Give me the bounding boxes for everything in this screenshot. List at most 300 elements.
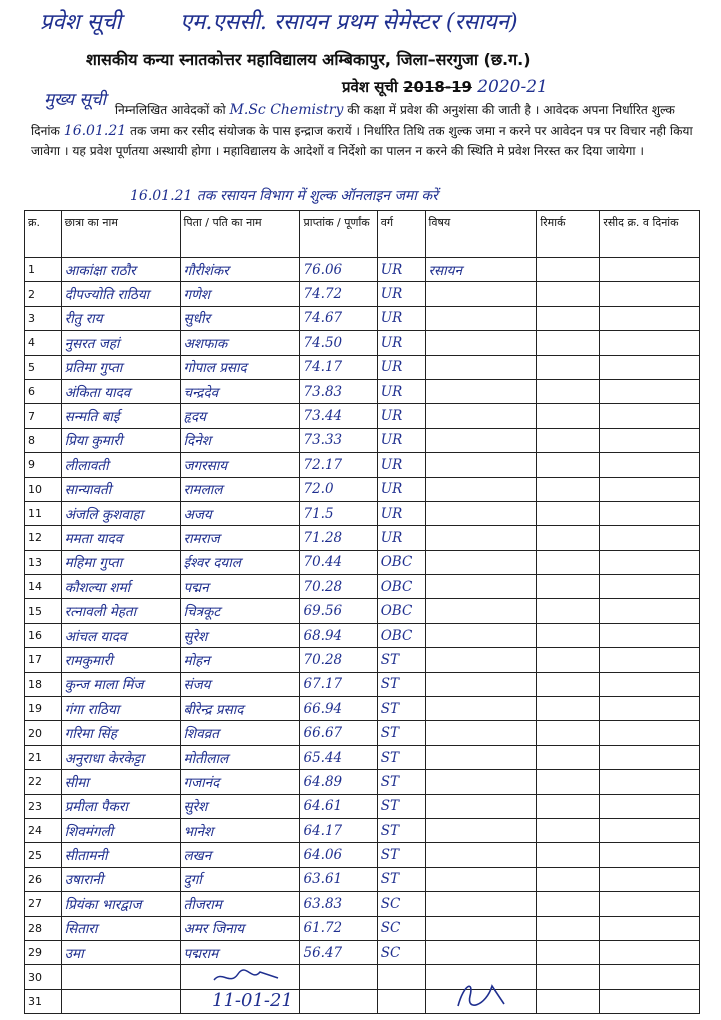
table-row: [25, 526, 700, 550]
marks-cell: 70.44: [300, 550, 377, 574]
student-name-cell: सीतामनी: [61, 843, 180, 867]
serial-cell: 7: [25, 404, 62, 428]
marks-cell: 74.72: [300, 282, 377, 306]
table-row: [25, 550, 700, 574]
table-row: [25, 623, 700, 647]
marks-cell: 65.44: [300, 745, 377, 769]
marks-cell: 71.28: [300, 526, 377, 550]
serial-cell: 10: [25, 477, 62, 501]
remark-cell: [537, 623, 600, 647]
serial-cell: 20: [25, 721, 62, 745]
student-name-cell: गरिमा सिंह: [61, 721, 180, 745]
marks-cell: 74.17: [300, 355, 377, 379]
serial-cell: 22: [25, 770, 62, 794]
serial-cell: 9: [25, 453, 62, 477]
student-name-cell: दीपज्योति राठिया: [61, 282, 180, 306]
remark-cell: [537, 892, 600, 916]
remark-cell: [537, 599, 600, 623]
subject-cell: [425, 745, 537, 769]
serial-cell: 21: [25, 745, 62, 769]
father-name-cell: गौरीशंकर: [180, 258, 300, 282]
marks-cell: 61.72: [300, 916, 377, 940]
list-year: 2020-21: [477, 77, 548, 97]
remark-cell: [537, 550, 600, 574]
student-name-cell: प्रतिमा गुप्ता: [61, 355, 180, 379]
subject-cell: [425, 940, 537, 964]
receipt-cell: [600, 404, 700, 428]
remark-cell: [537, 648, 600, 672]
marks-cell: 66.67: [300, 721, 377, 745]
serial-cell: 8: [25, 428, 62, 452]
table-row: [25, 258, 700, 282]
subject-cell: [425, 428, 537, 452]
father-name-cell: गजानंद: [180, 770, 300, 794]
remark-cell: [537, 306, 600, 330]
serial-cell: 14: [25, 575, 62, 599]
col-remark: रिमार्क: [537, 211, 600, 258]
father-name-cell: जगरसाय: [180, 453, 300, 477]
col-student-name: छात्रा का नाम: [61, 211, 180, 258]
remark-cell: [537, 404, 600, 428]
receipt-cell: [600, 916, 700, 940]
table-row: [25, 575, 700, 599]
col-serial: क्र.: [25, 211, 62, 258]
student-name-cell: रत्नावली मेहता: [61, 599, 180, 623]
struck-year: 2018-19: [403, 78, 472, 96]
remark-cell: [537, 843, 600, 867]
category-cell: ST: [377, 721, 425, 745]
student-name-cell: रामकुमारी: [61, 648, 180, 672]
father-name-cell: चन्द्रदेव: [180, 379, 300, 403]
para-part-3: तक जमा कर रसीद संयोजक के पास इन्द्राज करायें । निर्धारित तिथि तक शुल्क जमा न करने पर आवेदन पत्र पर विचार नही किया जावेगा । यह प्रवेश पूर्णतया अस्थायी होगा । महाविद्यालय के आदेशों व निर्देशो का पालन न करने की स्थिति मे प्रवेश निरस्त कर दिया जायेगा ।: [31, 123, 693, 158]
table-row: [25, 453, 700, 477]
remark-cell: [537, 770, 600, 794]
receipt-cell: [600, 355, 700, 379]
marks-cell: [300, 965, 377, 989]
receipt-cell: [600, 331, 700, 355]
category-cell: UR: [377, 453, 425, 477]
serial-cell: 24: [25, 818, 62, 842]
table-row: [25, 721, 700, 745]
remark-cell: [537, 282, 600, 306]
subject-cell: रसायन: [425, 258, 537, 282]
category-cell: UR: [377, 258, 425, 282]
category-cell: ST: [377, 794, 425, 818]
admission-list-title: [342, 77, 548, 97]
father-name-cell: पद्मराम: [180, 940, 300, 964]
receipt-cell: [600, 428, 700, 452]
receipt-cell: [600, 721, 700, 745]
instruction-paragraph: [31, 100, 703, 162]
category-cell: ST: [377, 867, 425, 891]
marks-cell: 70.28: [300, 575, 377, 599]
category-cell: OBC: [377, 623, 425, 647]
father-name-cell: शिवव्रत: [180, 721, 300, 745]
student-name-cell: नुसरत जहां: [61, 331, 180, 355]
receipt-cell: [600, 818, 700, 842]
receipt-cell: [600, 575, 700, 599]
marks-cell: 73.83: [300, 379, 377, 403]
father-name-cell: हृदय: [180, 404, 300, 428]
table-row: [25, 379, 700, 403]
serial-cell: 4: [25, 331, 62, 355]
serial-cell: 12: [25, 526, 62, 550]
category-cell: UR: [377, 355, 425, 379]
remark-cell: [537, 721, 600, 745]
receipt-cell: [600, 940, 700, 964]
student-name-cell: [61, 965, 180, 989]
table-row: [25, 892, 700, 916]
remark-cell: [537, 258, 600, 282]
marks-cell: 66.94: [300, 697, 377, 721]
father-name-cell: अजय: [180, 501, 300, 525]
subject-cell: [425, 916, 537, 940]
subject-cell: [425, 818, 537, 842]
marks-cell: 67.17: [300, 672, 377, 696]
table-row: [25, 989, 700, 1013]
category-cell: UR: [377, 306, 425, 330]
receipt-cell: [600, 892, 700, 916]
father-name-cell: तीजराम: [180, 892, 300, 916]
student-name-cell: [61, 989, 180, 1013]
receipt-cell: [600, 477, 700, 501]
remark-cell: [537, 526, 600, 550]
remark-cell: [537, 818, 600, 842]
table-row: [25, 867, 700, 891]
table-row: [25, 599, 700, 623]
table-row: [25, 940, 700, 964]
handwritten-note: 16.01.21 तक रसायन विभाग में शुल्क ऑनलाइन जमा करें: [130, 188, 438, 204]
table-row: [25, 331, 700, 355]
table-header-row: [25, 211, 700, 258]
father-name-cell: रामलाल: [180, 477, 300, 501]
table-row: [25, 282, 700, 306]
marks-cell: 70.28: [300, 648, 377, 672]
father-name-cell: भानेश: [180, 818, 300, 842]
remark-cell: [537, 501, 600, 525]
student-name-cell: सान्यावती: [61, 477, 180, 501]
table-row: [25, 428, 700, 452]
student-name-cell: रीतु राय: [61, 306, 180, 330]
remark-cell: [537, 745, 600, 769]
serial-cell: 18: [25, 672, 62, 696]
handwritten-title: [40, 6, 518, 36]
serial-cell: 15: [25, 599, 62, 623]
remark-cell: [537, 453, 600, 477]
receipt-cell: [600, 501, 700, 525]
marks-cell: 63.61: [300, 867, 377, 891]
subject-cell: [425, 843, 537, 867]
remark-cell: [537, 940, 600, 964]
serial-cell: 27: [25, 892, 62, 916]
category-cell: ST: [377, 697, 425, 721]
receipt-cell: [600, 745, 700, 769]
receipt-cell: [600, 843, 700, 867]
receipt-cell: [600, 623, 700, 647]
category-cell: ST: [377, 672, 425, 696]
marks-cell: 76.06: [300, 258, 377, 282]
admission-table: [24, 210, 700, 1014]
student-name-cell: गंगा राठिया: [61, 697, 180, 721]
table-row: [25, 745, 700, 769]
category-cell: SC: [377, 916, 425, 940]
subject-cell: [425, 550, 537, 574]
col-receipt: रसीद क्र. व दिनांक: [600, 211, 700, 258]
student-name-cell: आकांक्षा राठौर: [61, 258, 180, 282]
serial-cell: 11: [25, 501, 62, 525]
remark-cell: [537, 355, 600, 379]
para-part-2: की कक्षा में प्रवेश की अनुशंसा की जाती है । आवेदक अपना निर्धारित शुल्क दिनांक: [31, 103, 675, 138]
marks-cell: 72.17: [300, 453, 377, 477]
col-subject: विषय: [425, 211, 537, 258]
father-name-cell: बीरेन्द्र प्रसाद: [180, 697, 300, 721]
subject-cell: [425, 355, 537, 379]
receipt-cell: [600, 379, 700, 403]
table-row: [25, 818, 700, 842]
col-marks: प्राप्तांक / पूर्णांक: [300, 211, 377, 258]
subject-cell: [425, 477, 537, 501]
signature-left-scribble-icon: [212, 966, 282, 988]
remark-cell: [537, 428, 600, 452]
subject-cell: [425, 575, 537, 599]
subject-cell: [425, 721, 537, 745]
category-cell: UR: [377, 331, 425, 355]
table-row: [25, 916, 700, 940]
subject-cell: [425, 697, 537, 721]
category-cell: OBC: [377, 575, 425, 599]
marks-cell: 63.83: [300, 892, 377, 916]
serial-cell: 13: [25, 550, 62, 574]
category-cell: SC: [377, 892, 425, 916]
father-name-cell: सुधीर: [180, 306, 300, 330]
remark-cell: [537, 575, 600, 599]
remark-cell: [537, 965, 600, 989]
student-name-cell: अंजलि कुशवाहा: [61, 501, 180, 525]
remark-cell: [537, 867, 600, 891]
table-row: [25, 306, 700, 330]
category-cell: UR: [377, 477, 425, 501]
course-name: M.Sc Chemistry: [229, 102, 344, 118]
remark-cell: [537, 697, 600, 721]
subject-cell: [425, 526, 537, 550]
subject-cell: [425, 501, 537, 525]
receipt-cell: [600, 697, 700, 721]
marks-cell: 73.44: [300, 404, 377, 428]
student-name-cell: लीलावती: [61, 453, 180, 477]
receipt-cell: [600, 989, 700, 1013]
receipt-cell: [600, 648, 700, 672]
student-name-cell: कौशल्या शर्मा: [61, 575, 180, 599]
subject-cell: [425, 282, 537, 306]
category-cell: SC: [377, 940, 425, 964]
student-name-cell: कुन्ज माला मिंज: [61, 672, 180, 696]
marks-cell: 69.56: [300, 599, 377, 623]
student-name-cell: आंचल यादव: [61, 623, 180, 647]
student-name-cell: ममता यादव: [61, 526, 180, 550]
subject-cell: [425, 648, 537, 672]
serial-cell: 19: [25, 697, 62, 721]
category-cell: UR: [377, 404, 425, 428]
signature-left: [212, 966, 282, 993]
col-father-name: पिता / पति का नाम: [180, 211, 300, 258]
father-name-cell: संजय: [180, 672, 300, 696]
serial-cell: 6: [25, 379, 62, 403]
student-name-cell: प्रिया कुमारी: [61, 428, 180, 452]
table-row: [25, 672, 700, 696]
student-name-cell: प्रमीला पैकरा: [61, 794, 180, 818]
receipt-cell: [600, 599, 700, 623]
serial-cell: 26: [25, 867, 62, 891]
table-row: [25, 648, 700, 672]
father-name-cell: मोहन: [180, 648, 300, 672]
marks-cell: 64.06: [300, 843, 377, 867]
marks-cell: 73.33: [300, 428, 377, 452]
subject-cell: [425, 331, 537, 355]
student-name-cell: अंकिता यादव: [61, 379, 180, 403]
category-cell: [377, 965, 425, 989]
subject-cell: [425, 404, 537, 428]
receipt-cell: [600, 770, 700, 794]
student-name-cell: अनुराधा केरकेट्टा: [61, 745, 180, 769]
category-cell: ST: [377, 648, 425, 672]
father-name-cell: दिनेश: [180, 428, 300, 452]
fee-date: 16.01.21: [63, 122, 127, 139]
father-name-cell: गोपाल प्रसाद: [180, 355, 300, 379]
remark-cell: [537, 916, 600, 940]
subject-cell: [425, 623, 537, 647]
student-name-cell: सन्मति बाई: [61, 404, 180, 428]
father-name-cell: अमर जिनाय: [180, 916, 300, 940]
student-name-cell: उमा: [61, 940, 180, 964]
father-name-cell: लखन: [180, 843, 300, 867]
marks-cell: 72.0: [300, 477, 377, 501]
category-cell: ST: [377, 745, 425, 769]
footer-date: 11-01-21: [212, 990, 293, 1011]
category-cell: UR: [377, 428, 425, 452]
marks-cell: 68.94: [300, 623, 377, 647]
receipt-cell: [600, 526, 700, 550]
father-name-cell: दुर्गा: [180, 867, 300, 891]
father-name-cell: ईश्वर दयाल: [180, 550, 300, 574]
category-cell: ST: [377, 818, 425, 842]
receipt-cell: [600, 965, 700, 989]
table-row: [25, 404, 700, 428]
father-name-cell: अशफाक: [180, 331, 300, 355]
table-row: [25, 355, 700, 379]
remark-cell: [537, 794, 600, 818]
father-name-cell: सुरेश: [180, 794, 300, 818]
remark-cell: [537, 989, 600, 1013]
category-cell: UR: [377, 501, 425, 525]
serial-cell: 28: [25, 916, 62, 940]
institute-name: शासकीय कन्या स्नातकोत्तर महाविद्यालय अम्बिकापुर, जिला–सरगुजा (छ.ग.): [86, 50, 531, 69]
subject-cell: [425, 794, 537, 818]
marks-cell: 64.89: [300, 770, 377, 794]
serial-cell: 29: [25, 940, 62, 964]
serial-cell: 16: [25, 623, 62, 647]
marks-cell: 74.67: [300, 306, 377, 330]
student-name-cell: उषारानी: [61, 867, 180, 891]
subject-cell: [425, 892, 537, 916]
subject-cell: [425, 672, 537, 696]
serial-cell: 25: [25, 843, 62, 867]
marks-cell: 71.5: [300, 501, 377, 525]
serial-cell: 17: [25, 648, 62, 672]
title-right: एम.एससी. रसायन प्रथम सेमेस्टर (रसायन): [180, 10, 518, 35]
father-name-cell: गणेश: [180, 282, 300, 306]
serial-cell: 3: [25, 306, 62, 330]
receipt-cell: [600, 794, 700, 818]
subject-cell: [425, 453, 537, 477]
table-row: [25, 794, 700, 818]
father-name-cell: चित्रकूट: [180, 599, 300, 623]
table-row: [25, 843, 700, 867]
receipt-cell: [600, 258, 700, 282]
marks-cell: [300, 989, 377, 1013]
father-name-cell: रामराज: [180, 526, 300, 550]
serial-cell: 1: [25, 258, 62, 282]
receipt-cell: [600, 867, 700, 891]
table-row: [25, 697, 700, 721]
remark-cell: [537, 477, 600, 501]
receipt-cell: [600, 550, 700, 574]
remark-cell: [537, 379, 600, 403]
serial-cell: 23: [25, 794, 62, 818]
table-row: [25, 965, 700, 989]
remark-cell: [537, 331, 600, 355]
signature-right: [452, 976, 512, 1019]
serial-cell: 2: [25, 282, 62, 306]
student-name-cell: शिवमंगली: [61, 818, 180, 842]
table-row: [25, 770, 700, 794]
title-left: प्रवेश सूची: [40, 10, 122, 35]
subject-cell: [425, 770, 537, 794]
category-cell: OBC: [377, 550, 425, 574]
subject-cell: [425, 306, 537, 330]
category-cell: OBC: [377, 599, 425, 623]
admission-list-label: प्रवेश सूची: [342, 78, 398, 96]
marks-cell: 64.17: [300, 818, 377, 842]
main-list-label: मुख्य सूची: [44, 90, 107, 110]
student-name-cell: सीमा: [61, 770, 180, 794]
receipt-cell: [600, 306, 700, 330]
student-name-cell: सितारा: [61, 916, 180, 940]
receipt-cell: [600, 672, 700, 696]
receipt-cell: [600, 453, 700, 477]
category-cell: UR: [377, 282, 425, 306]
subject-cell: [425, 599, 537, 623]
student-name-cell: महिमा गुप्ता: [61, 550, 180, 574]
category-cell: ST: [377, 770, 425, 794]
category-cell: [377, 989, 425, 1013]
col-category: वर्ग: [377, 211, 425, 258]
receipt-cell: [600, 282, 700, 306]
category-cell: UR: [377, 526, 425, 550]
signature-right-scribble-icon: [452, 976, 512, 1012]
marks-cell: 64.61: [300, 794, 377, 818]
father-name-cell: पद्मन: [180, 575, 300, 599]
father-name-cell: मोतीलाल: [180, 745, 300, 769]
subject-cell: [425, 867, 537, 891]
para-part-1: निम्नलिखित आवेदकों को: [114, 103, 226, 117]
table-row: [25, 501, 700, 525]
student-name-cell: प्रियंका भारद्वाज: [61, 892, 180, 916]
serial-cell: 31: [25, 989, 62, 1013]
marks-cell: 56.47: [300, 940, 377, 964]
table-row: [25, 477, 700, 501]
serial-cell: 5: [25, 355, 62, 379]
remark-cell: [537, 672, 600, 696]
